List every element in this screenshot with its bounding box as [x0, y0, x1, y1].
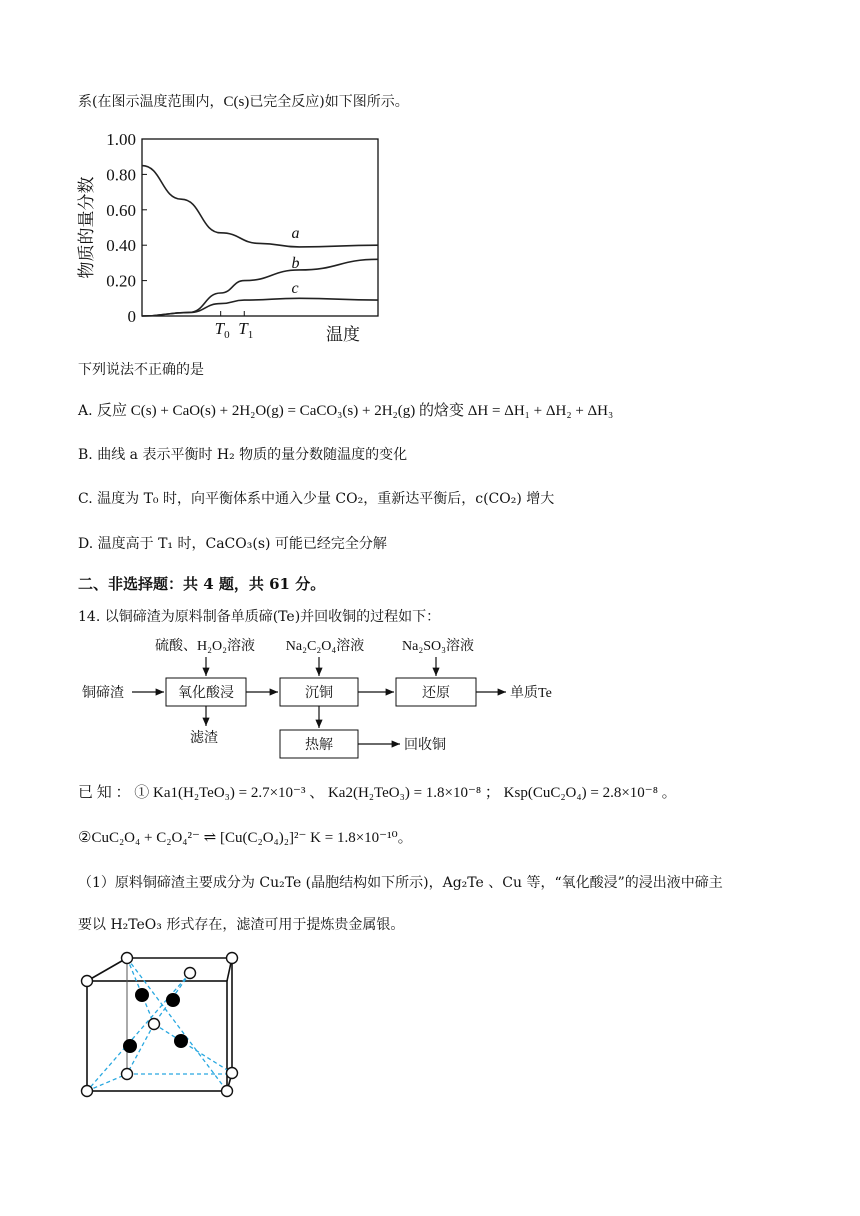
- atom-open: [82, 976, 93, 987]
- option-a-text: 反应 C(s) + CaO(s) + 2H₂O(g) = CaCO₃(s) + 2H₂(g) 的焓变 ΔH = ΔH₁ + ΔH₂ + ΔH₃: [97, 403, 614, 419]
- curve-b: [142, 259, 378, 316]
- known-constants-2: ②CuC₂O₄ + C₂O₄²⁻ ⇌ [Cu(C₂O₄)₂]²⁻ K = 1.8×10⁻¹⁰。: [78, 830, 413, 846]
- atom-filled: [166, 993, 180, 1007]
- output-copper: 回收铜: [404, 738, 446, 753]
- box-reduce-label: 还原: [422, 686, 450, 701]
- intro-text-before: 系(在图示温度范围内，: [78, 94, 224, 110]
- part1-line1: （1）原料铜碲渣主要成分为 Cu₂Te (晶胞结构如下所示)，Ag₂Te 、Cu 等，“氧化酸浸”的浸出液中碲主: [78, 875, 723, 891]
- atom-open: [149, 1019, 160, 1030]
- section-heading: 二、非选择题：共 4 题，共 61 分。: [78, 575, 326, 593]
- y-tick-label: 0.20: [106, 271, 136, 291]
- atom-filled: [174, 1034, 188, 1048]
- atom-filled: [123, 1039, 137, 1053]
- start-material: 铜碲渣: [82, 686, 124, 701]
- part1-line2: 要以 H₂TeO₃ 形式存在，滤渣可用于提炼贵金属银。: [78, 917, 405, 933]
- known-constants-1: 已 知 ： ① Ka1(H₂TeO₃) = 2.7×10⁻³ 、 Ka2(H₂TeO₃) = 1.8×10⁻⁸ ； Ksp(CuC₂O₄) = 2.8×10⁻⁸ 。: [78, 785, 677, 801]
- option-c-text: 温度为 T₀ 时，向平衡体系中通入少量 CO₂，重新达平衡后，c(CO₂) 增大: [97, 491, 555, 507]
- y-tick-label: 0.40: [106, 236, 136, 256]
- atom-open: [227, 953, 238, 964]
- reagent-1: 硫酸、H₂O₂溶液: [155, 639, 255, 654]
- atom-open: [185, 968, 196, 979]
- y-tick-label: 0: [127, 307, 136, 326]
- curve-a: [142, 166, 378, 247]
- process-flowchart: [70, 630, 590, 760]
- y-axis-label: 物质的量分数: [77, 176, 96, 279]
- curve-label-c: c: [291, 279, 299, 297]
- option-d-label: D.: [78, 536, 94, 552]
- option-b-text: 曲线 a 表示平衡时 H₂ 物质的量分数随温度的变化: [97, 447, 408, 463]
- option-d: [78, 533, 387, 553]
- question-stem: 下列说法不正确的是: [78, 362, 204, 378]
- atom-open: [222, 1086, 233, 1097]
- box-pyrolysis-label: 热解: [305, 738, 333, 753]
- mole-fraction-chart: [70, 126, 390, 348]
- intro-formula: C(s): [223, 94, 250, 110]
- q14-intro: 14. 以铜碲渣为原料制备单质碲(Te)并回收铜的过程如下：: [78, 609, 441, 625]
- reagent-2: Na₂C₂O₄溶液: [285, 639, 365, 654]
- y-tick-label: 0.60: [106, 200, 136, 220]
- atom-open: [82, 1086, 93, 1097]
- output-te: 单质Te: [510, 686, 552, 701]
- chart-frame: [142, 139, 378, 316]
- option-b-label: B.: [78, 447, 93, 463]
- x-tick-label: $T_0$: [214, 319, 230, 341]
- option-a-label: A.: [78, 403, 93, 419]
- reagent-3: Na₂SO₃溶液: [402, 639, 474, 654]
- atom-open: [122, 953, 133, 964]
- x-axis-label: 温度: [326, 325, 360, 344]
- atom-open: [122, 1069, 133, 1080]
- intro-text-after: 已完全反应)如下图所示。: [249, 94, 409, 110]
- curve-c: [142, 298, 378, 316]
- x-tick-label: $T_1$: [238, 319, 254, 341]
- option-c: [78, 488, 554, 508]
- residue: 滤渣: [190, 731, 218, 746]
- option-b: [78, 444, 407, 464]
- option-a: [78, 399, 613, 420]
- box-precipitate-label: 沉铜: [305, 686, 333, 701]
- crystal-cell-diagram: [72, 948, 242, 1103]
- option-d-text: 温度高于 T₁ 时，CaCO₃(s) 可能已经完全分解: [97, 536, 387, 552]
- curve-label-a: a: [291, 225, 300, 243]
- box-oxidation-label: 氧化酸浸: [178, 686, 234, 701]
- atom-filled: [135, 988, 149, 1002]
- y-tick-label: 0.80: [106, 165, 136, 185]
- intro-line: [78, 91, 409, 111]
- option-c-label: C.: [78, 491, 93, 507]
- curve-label-b: b: [291, 255, 300, 273]
- y-tick-label: 1.00: [106, 130, 136, 149]
- atom-open: [227, 1068, 238, 1079]
